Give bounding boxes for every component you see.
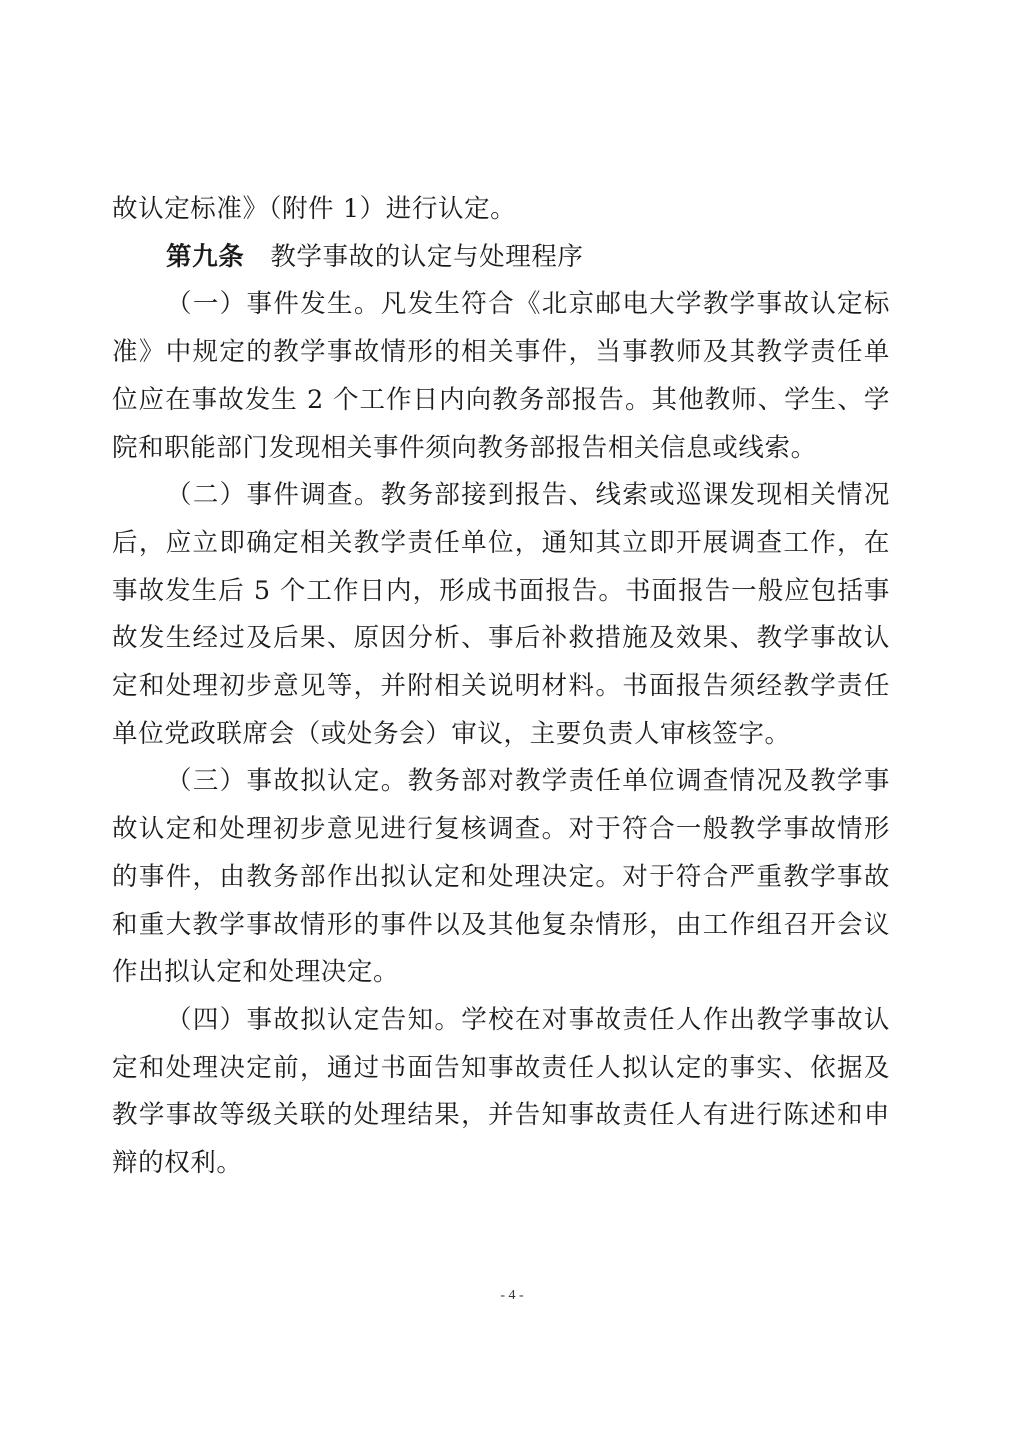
- clause-1-event-occurrence: （一）事件发生。凡发生符合《北京邮电大学教学事故认定标准》中规定的教学事故情形的相关事件，当事教师及其教学责任单位应在事故发生 2 个工作日内向教务部报告。其他教师、学生、学院和职能部门发现相关事件须向教务部报告相关信息或线索。: [112, 289, 890, 463]
- page-number: - 4 -: [500, 1288, 524, 1303]
- continuation-paragraph: 故认定标准》（附件 1）进行认定。: [112, 194, 517, 224]
- clause-3-preliminary-determination: （三）事故拟认定。教务部对教学责任单位调查情况及教学事故认定和处理初步意见进行复核调查。对于符合一般教学事故情形的事件，由教务部作出拟认定和处理决定。对于符合严重教学事故和重大教学事故情形的事件以及其他复杂情形，由工作组召开会议作出拟认定和处理决定。: [112, 766, 890, 988]
- document-body: [112, 186, 890, 1188]
- article-title: 教学事故的认定与处理程序: [270, 241, 584, 272]
- article-heading: 第九条: [166, 241, 245, 272]
- article-nine-paragraph: [112, 234, 890, 282]
- clause-2-event-investigation: （二）事件调查。教务部接到报告、线索或巡课发现相关情况后，应立即确定相关教学责任单位，通知其立即开展调查工作，在事故发生后 5 个工作日内，形成书面报告。书面报告一般应包括事故发生经过及后果、原因分析、事后补救措施及效果、教学事故认定和处理初步意见等，并附相关说明材料。书面报告须经教学责任单位党政联席会（或处务会）审议，主要负责人审核签字。: [112, 480, 890, 749]
- clause-4-determination-notice: （四）事故拟认定告知。学校在对事故责任人作出教学事故认定和处理决定前，通过书面告知事故责任人拟认定的事实、依据及教学事故等级关联的处理结果，并告知事故责任人有进行陈述和申辩的权利。: [112, 1004, 890, 1179]
